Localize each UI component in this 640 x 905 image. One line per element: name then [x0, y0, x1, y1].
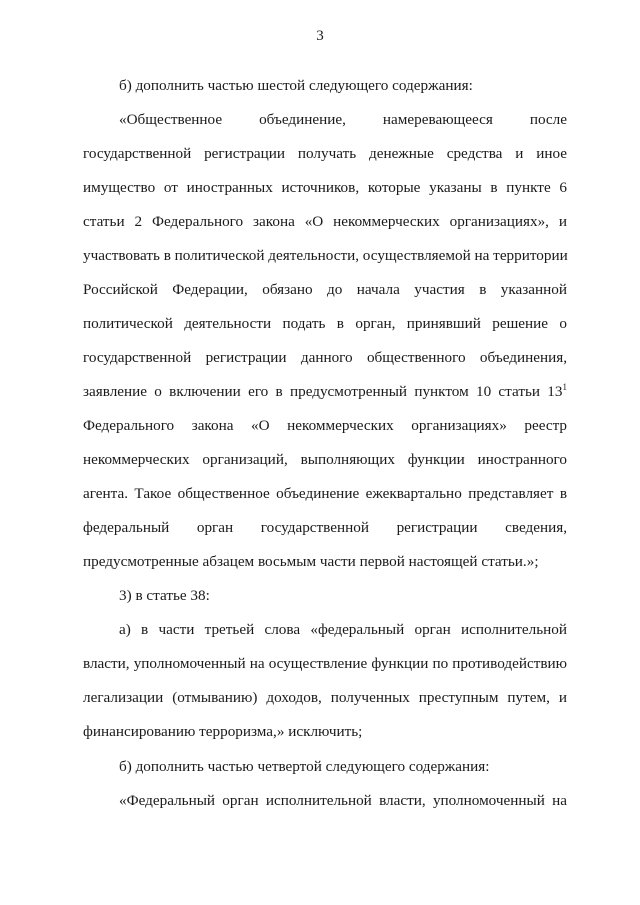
paragraph-line: агента. Такое общественное объединение ежеквартально представляет в [83, 485, 567, 502]
paragraph-line: б) дополнить частью шестой следующего содержания: [119, 77, 473, 94]
paragraph-line: «Общественное объединение, намеревающееся после [119, 111, 567, 128]
paragraph-line: государственной регистрации получать денежные средства и иное [83, 145, 567, 162]
paragraph-line: имущество от иностранных источников, которые указаны в пункте 6 [83, 179, 567, 196]
paragraph-line: легализации (отмыванию) доходов, полученных преступным путем, и [83, 689, 567, 706]
paragraph-line [83, 382, 567, 402]
paragraph-line: государственной регистрации данного общественного объединения, [83, 349, 567, 366]
paragraph-line: участвовать в политической деятельности, осуществляемой на территории [83, 247, 568, 264]
paragraph-line: статьи 2 Федерального закона «О некоммерческих организациях», и [83, 213, 567, 230]
paragraph-line: федеральный орган государственной регистрации сведения, [83, 519, 567, 536]
paragraph-line: Российской Федерации, обязано до начала участия в указанной [83, 281, 567, 298]
paragraph-line: политической деятельности подать в орган, принявший решение о [83, 315, 567, 332]
paragraph-line: «Федеральный орган исполнительной власти, уполномоченный на [119, 792, 567, 809]
paragraph-line-text: заявление о включении его в предусмотренный пунктом 10 статьи 13 [83, 383, 563, 400]
paragraph-line: предусмотренные абзацем восьмым части первой настоящей статьи.»; [83, 553, 539, 570]
page-number: 3 [316, 28, 324, 44]
paragraph-line: власти, уполномоченный на осуществление функции по противодействию [83, 655, 567, 672]
paragraph-line: 3) в статье 38: [119, 587, 210, 604]
paragraph-line: б) дополнить частью четвертой следующего содержания: [119, 758, 490, 775]
superscript: 1 [562, 382, 567, 392]
paragraph-line: финансированию терроризма,» исключить; [83, 723, 363, 740]
paragraph-line: Федерального закона «О некоммерческих организациях» реестр [83, 417, 567, 434]
paragraph-line: некоммерческих организаций, выполняющих функции иностранного [83, 451, 567, 468]
paragraph-line: а) в части третьей слова «федеральный орган исполнительной [119, 621, 567, 638]
